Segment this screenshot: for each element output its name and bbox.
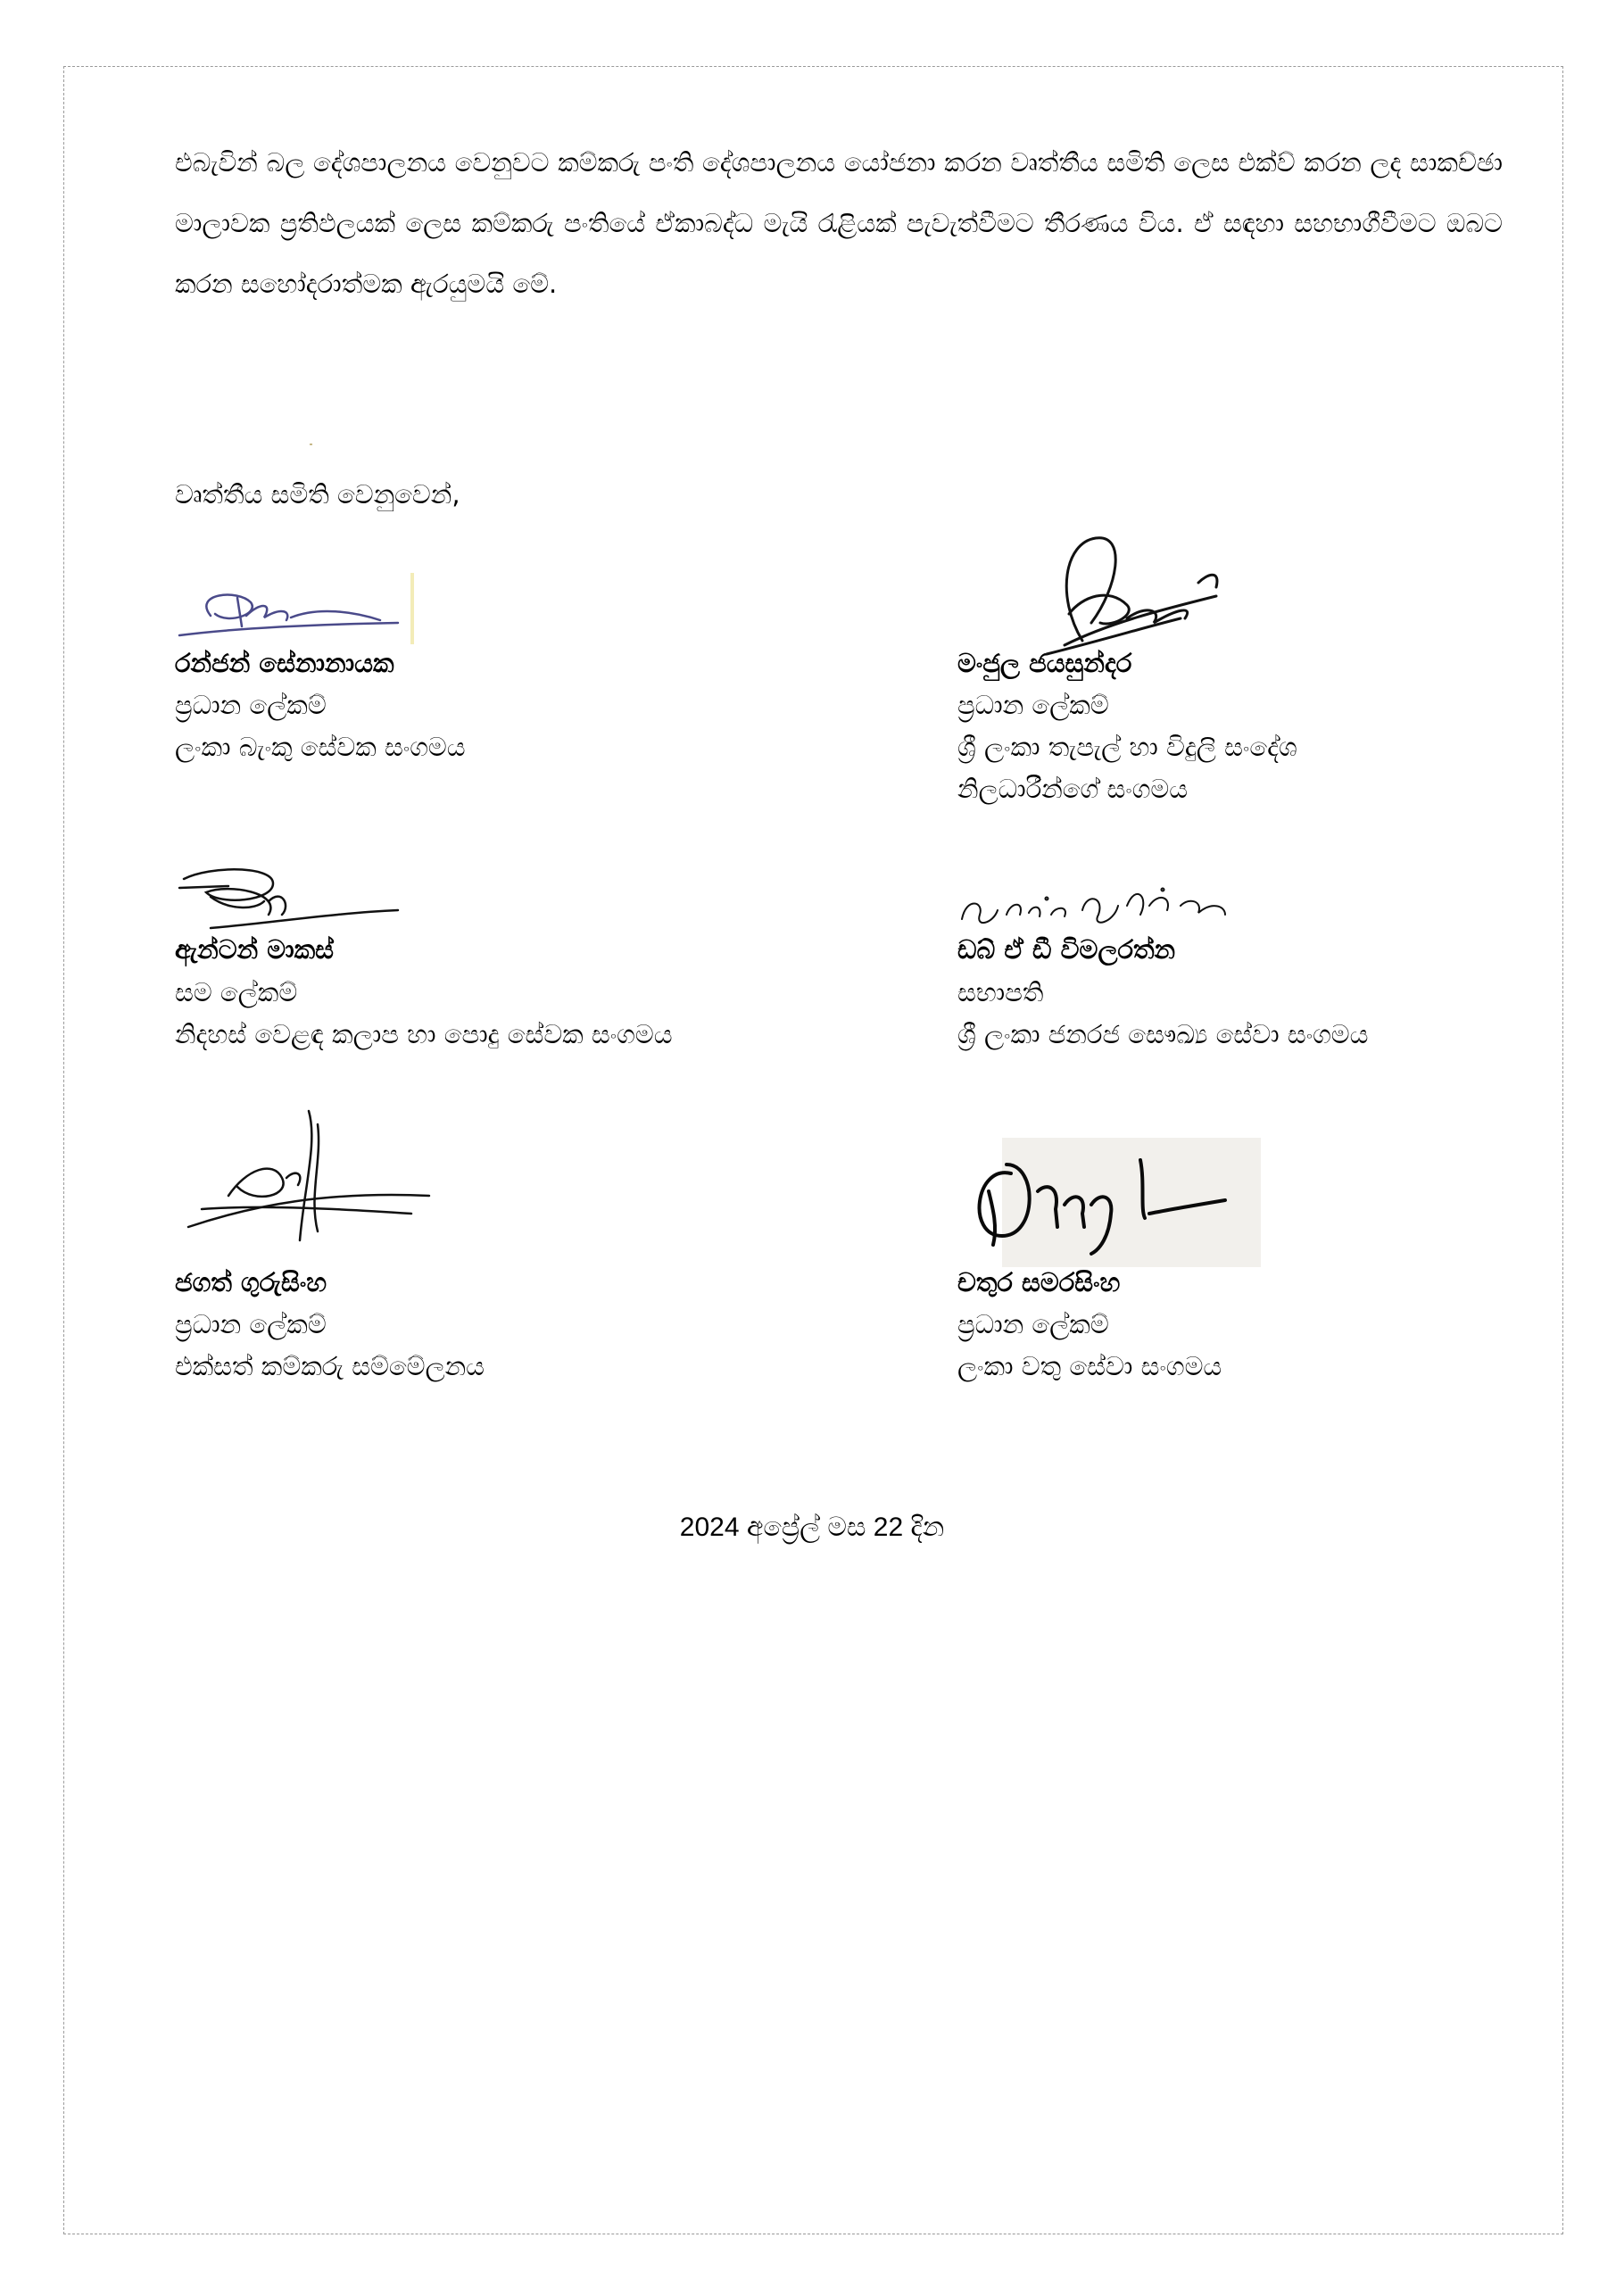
signatory-name: ඇන්ටන් මාකස් bbox=[175, 934, 335, 965]
signatory-name: චතුර සමරසිංහ bbox=[957, 1267, 1121, 1297]
signatory-4 bbox=[957, 879, 1600, 1066]
signatory-title: ප්‍රධාන ලේකම් bbox=[957, 1309, 1109, 1339]
signatory-title: ප්‍රධාන ලේකම් bbox=[957, 690, 1109, 720]
signature-image bbox=[1029, 534, 1261, 659]
signature-image bbox=[957, 879, 1243, 941]
signatory-title: ප්‍රධාන ලේකම් bbox=[175, 690, 327, 720]
signatory-5 bbox=[175, 1107, 817, 1401]
signatory-title: ප්‍රධාන ලේකම් bbox=[175, 1309, 327, 1339]
signature-image bbox=[175, 571, 443, 651]
signatory-title: සම ලේකම් bbox=[175, 977, 298, 1007]
body-paragraph: එබැවින් බල දේශපාලනය වෙනුවට කම්කරු පංති දේශපාලනය යෝජනා කරන වෘත්තීය සමිති ලෙස එක්ව් කරන ලද සාකච්ඡා මාලාවක ප්‍රතිඵලයක් ලෙස කම්කරු පංතියේ ඒකාබද්ධ මැයි රැළියක් පැවැත්වීමට තීරණය විය. ඒ සඳහා සහභාගීවීමට ඔබට කරන සහෝදරාත්මක ඇරයුමයි මේ. bbox=[175, 147, 1503, 299]
signatory-organization: නිලධාරීන්ගේ සංගමය bbox=[957, 774, 1189, 804]
signatory-organization: එක්සත් කම්කරු සම්මේලනය bbox=[175, 1351, 485, 1381]
signature-image bbox=[957, 1138, 1243, 1267]
signatory-organization: නිදහස් වෙළඳ කලාප හා පොදු සේවක සංගමය bbox=[175, 1019, 673, 1049]
signature-image bbox=[184, 1107, 443, 1249]
scan-speck bbox=[310, 443, 312, 445]
date-line: 2024 අප්‍රේල් මස 22 දින bbox=[679, 1513, 945, 1542]
signatory-2 bbox=[957, 534, 1600, 819]
signatory-name: මංජුල ජයසුන්දර bbox=[957, 648, 1132, 678]
signatory-organization: ලංකා වතු සේවා සංගමය bbox=[957, 1351, 1222, 1381]
salutation: වෘත්තීය සමිති වෙනුවෙන්, bbox=[175, 479, 460, 510]
signatory-1 bbox=[175, 571, 817, 776]
signatory-name: ඩබ් ඒ ඩී විමලරත්න bbox=[957, 934, 1176, 965]
signatory-3 bbox=[175, 861, 817, 1066]
signatory-organization: ශ්‍රී ලංකා තැපැල් හා විදුලි සංදේශ bbox=[957, 732, 1297, 762]
signatory-name: ජගත් ගුරුසිංහ bbox=[175, 1267, 327, 1297]
signature-image bbox=[175, 861, 407, 941]
signatory-title: සභාපති bbox=[957, 977, 1044, 1007]
signatory-6 bbox=[957, 1138, 1600, 1405]
signatory-name: රන්ජන් සේනානායක bbox=[175, 648, 394, 678]
signatory-organization: ලංකා බැංකු සේවක සංගමය bbox=[175, 732, 466, 762]
signatory-organization: ශ්‍රී ලංකා ජනරජ සෞඛ්‍ය සේවා සංගමය bbox=[957, 1019, 1369, 1049]
